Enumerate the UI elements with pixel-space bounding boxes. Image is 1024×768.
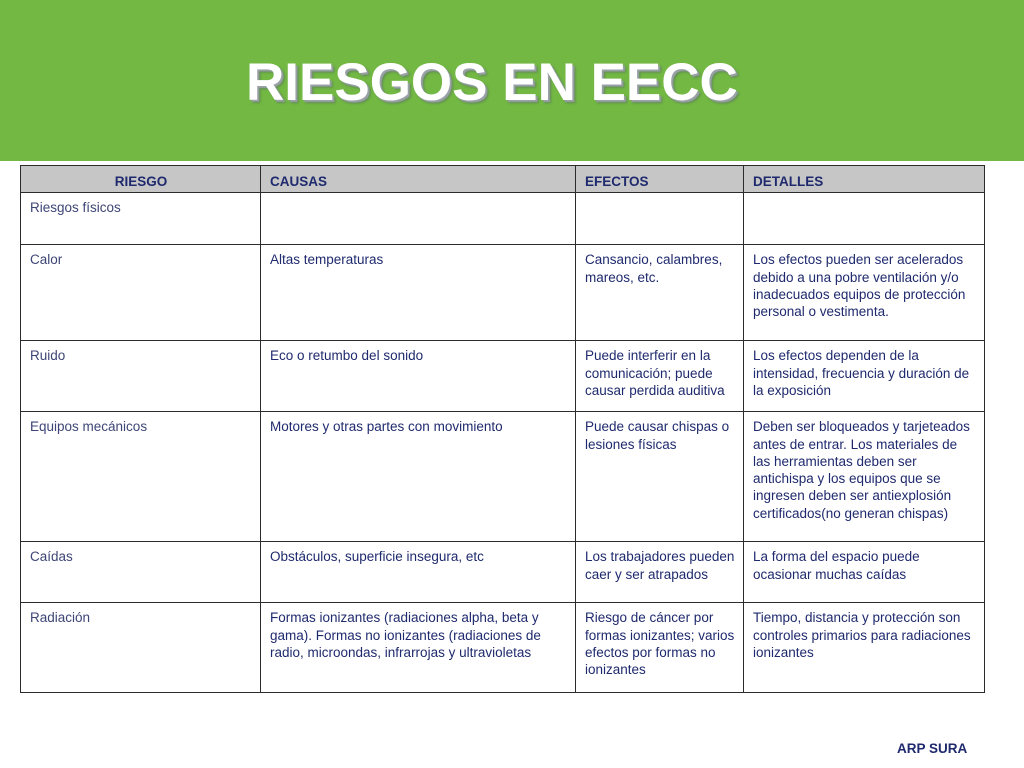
- risk-table: [20, 165, 985, 693]
- column-header-causas: CAUSAS: [261, 166, 576, 193]
- detalles-cell: Los efectos pueden ser acelerados debido a una pobre ventilación y/o inadecuados equipos de protección personal o vestimenta.: [744, 245, 985, 341]
- efectos-cell: Riesgo de cáncer por formas ionizantes; varios efectos por formas no ionizantes: [576, 603, 744, 693]
- riesgo-cell: Calor: [21, 245, 261, 341]
- title-banner: [0, 0, 1024, 161]
- column-header-detalles: DETALLES: [744, 166, 985, 193]
- efectos-cell: [576, 193, 744, 245]
- table-row: [21, 603, 985, 693]
- footer-brand: ARP SURA: [897, 741, 968, 756]
- causas-cell: Eco o retumbo del sonido: [261, 341, 576, 412]
- detalles-cell: Tiempo, distancia y protección son controles primarios para radiaciones ionizantes: [744, 603, 985, 693]
- causas-cell: Motores y otras partes con movimiento: [261, 412, 576, 542]
- table-row: [21, 542, 985, 603]
- detalles-cell: La forma del espacio puede ocasionar muchas caídas: [744, 542, 985, 603]
- efectos-cell: Puede causar chispas o lesiones físicas: [576, 412, 744, 542]
- detalles-cell: [744, 193, 985, 245]
- detalles-cell: Deben ser bloqueados y tarjeteados antes de entrar. Los materiales de las herramientas deben ser antichispa y los equipos que se ingresen deben ser antiexplosión certificados(no generan chispas): [744, 412, 985, 542]
- riesgo-cell: Radiación: [21, 603, 261, 693]
- slide-title: RIESGOS EN EECC: [246, 53, 738, 112]
- riesgo-cell: Equipos mecánicos: [21, 412, 261, 542]
- riesgo-cell: Riesgos físicos: [21, 193, 261, 245]
- riesgo-cell: Caídas: [21, 542, 261, 603]
- efectos-cell: Los trabajadores pueden caer y ser atrapados: [576, 542, 744, 603]
- efectos-cell: Cansancio, calambres, mareos, etc.: [576, 245, 744, 341]
- causas-cell: Altas temperaturas: [261, 245, 576, 341]
- column-header-riesgo: RIESGO: [21, 166, 261, 193]
- column-header-efectos: EFECTOS: [576, 166, 744, 193]
- table-header-row: [21, 166, 985, 193]
- causas-cell: Obstáculos, superficie insegura, etc: [261, 542, 576, 603]
- efectos-cell: Puede interferir en la comunicación; puede causar perdida auditiva: [576, 341, 744, 412]
- table-row: [21, 193, 985, 245]
- causas-cell: [261, 193, 576, 245]
- table-row: [21, 341, 985, 412]
- causas-cell: Formas ionizantes (radiaciones alpha, beta y gama). Formas no ionizantes (radiaciones de radio, microondas, infrarrojas y ultravioletas: [261, 603, 576, 693]
- table-row: [21, 412, 985, 542]
- detalles-cell: Los efectos dependen de la intensidad, frecuencia y duración de la exposición: [744, 341, 985, 412]
- table-row: [21, 245, 985, 341]
- riesgo-cell: Ruido: [21, 341, 261, 412]
